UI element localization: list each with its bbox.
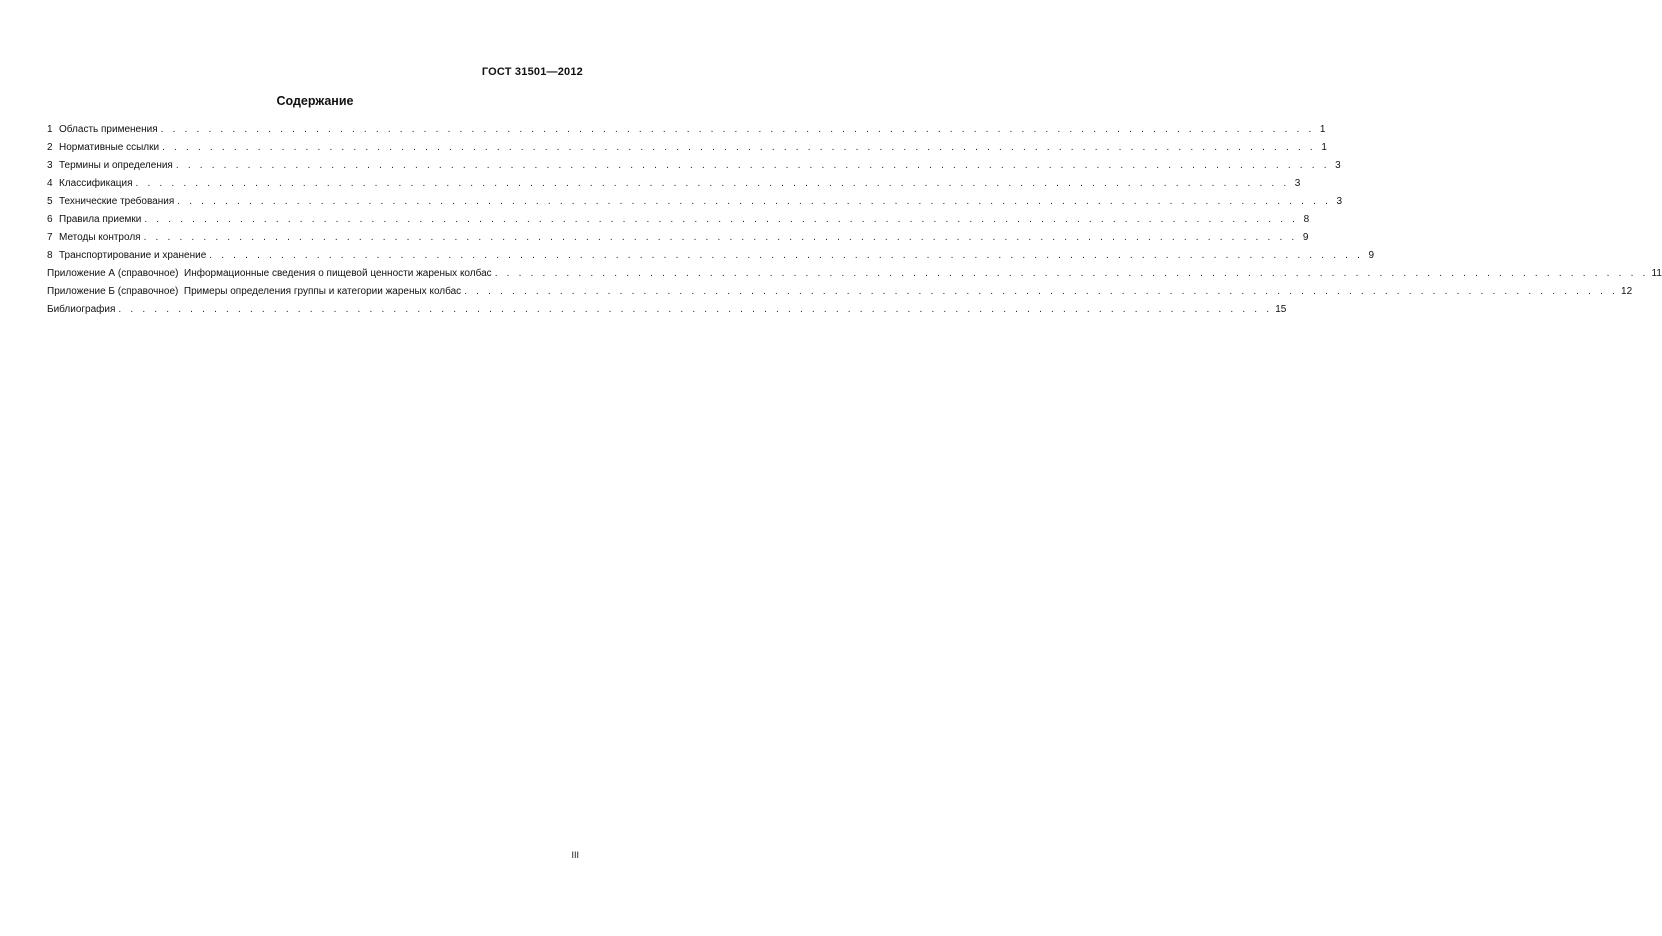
toc-entry-label: Нормативные ссылки [59, 142, 160, 153]
toc-entry-page: 1 [1319, 124, 1326, 135]
toc-leader-dots: . . . . . . . . . . . . . . . . . . . . . . . . . . . . . . . . . . . . . . . . . . . . . . . . . . . . . . . . . . . . . . . . . . . . . . . . . . . . . . . . . . . . . . . . . . . . . . . . . [144, 214, 1299, 225]
standard-code: ГОСТ 31501—2012 [481, 66, 583, 78]
toc-entry-scope[interactable] [47, 121, 1326, 139]
toc-entry-classification[interactable] [47, 175, 1301, 193]
toc-entry-page: 9 [1302, 232, 1309, 243]
toc-entry-page: 3 [1335, 160, 1341, 171]
toc-entry-number: 1 [47, 124, 53, 135]
toc-leader-dots: . . . . . . . . . . . . . . . . . . . . . . . . . . . . . . . . . . . . . . . . . . . . . . . . . . . . . . . . . . . . . . . . . . . . . . . . . . . . . . . . . . . . . . . . . . . . . . . . . [162, 142, 1316, 153]
toc-leader-dots: . . . . . . . . . . . . . . . . . . . . . . . . . . . . . . . . . . . . . . . . . . . . . . . . . . . . . . . . . . . . . . . . . . . . . . . . . . . . . . . . . . . . . . . . . . . . . . . . . [464, 286, 1619, 297]
toc-leader-dots: . . . . . . . . . . . . . . . . . . . . . . . . . . . . . . . . . . . . . . . . . . . . . . . . . . . . . . . . . . . . . . . . . . . . . . . . . . . . . . . . . . . . . . . . . . . . . . . . . [135, 178, 1290, 189]
toc-leader-dots: . . . . . . . . . . . . . . . . . . . . . . . . . . . . . . . . . . . . . . . . . . . . . . . . . . . . . . . . . . . . . . . . . . . . . . . . . . . . . . . . . . . . . . . . . . . . . . . . . [494, 268, 1649, 279]
toc-entry-label: Библиография [47, 304, 116, 315]
toc-leader-dots: . . . . . . . . . . . . . . . . . . . . . . . . . . . . . . . . . . . . . . . . . . . . . . . . . . . . . . . . . . . . . . . . . . . . . . . . . . . . . . . . . . . . . . . . . . . . . . . . . [143, 232, 1298, 243]
toc-entry-number: 2 [47, 142, 53, 153]
toc-entry-page: 15 [1275, 304, 1287, 315]
toc-entry-label: Приложение Б (справочное) Примеры определения группы и категории жареных колбас [47, 286, 462, 297]
toc-entry-page: 8 [1303, 214, 1310, 225]
toc-entry-appendix-b[interactable] [47, 283, 1633, 301]
toc-entry-technical-requirements[interactable] [47, 193, 1343, 211]
toc-entry-label: Приложение А (справочное) Информационные сведения о пищевой ценности жареных колбас [47, 268, 492, 279]
toc-entry-page: 3 [1336, 196, 1343, 207]
table-of-contents [47, 121, 1662, 319]
toc-leader-dots: . . . . . . . . . . . . . . . . . . . . . . . . . . . . . . . . . . . . . . . . . . . . . . . . . . . . . . . . . . . . . . . . . . . . . . . . . . . . . . . . . . . . . . . . . . . . . . . . . [175, 160, 1330, 171]
toc-entry-label: Правила приемки [59, 214, 142, 225]
toc-entry-label: Методы контроля [59, 232, 141, 243]
toc-entry-label: Область применения [59, 124, 158, 135]
toc-entry-number: 3 [47, 160, 53, 171]
toc-entry-page: 1 [1321, 142, 1327, 153]
toc-leader-dots: . . . . . . . . . . . . . . . . . . . . . . . . . . . . . . . . . . . . . . . . . . . . . . . . . . . . . . . . . . . . . . . . . . . . . . . . . . . . . . . . . . . . . . . . . . . . . . . . . [118, 304, 1273, 315]
toc-entry-page: 3 [1294, 178, 1301, 189]
toc-entry-normative-references[interactable] [47, 139, 1327, 157]
toc-entry-acceptance-rules[interactable] [47, 211, 1310, 229]
toc-entry-test-methods[interactable] [47, 229, 1309, 247]
toc-entry-number: 8 [47, 250, 53, 261]
toc-entry-label: Технические требования [59, 196, 175, 207]
toc-entry-bibliography[interactable] [47, 301, 1287, 319]
toc-entry-appendix-a[interactable] [47, 265, 1662, 283]
toc-entry-label: Транспортирование и хранение [59, 250, 207, 261]
toc-entry-page: 9 [1368, 250, 1375, 261]
toc-entry-number: 4 [47, 178, 53, 189]
toc-entry-terms[interactable] [47, 157, 1341, 175]
page-number: III [571, 850, 579, 860]
toc-leader-dots: . . . . . . . . . . . . . . . . . . . . . . . . . . . . . . . . . . . . . . . . . . . . . . . . . . . . . . . . . . . . . . . . . . . . . . . . . . . . . . . . . . . . . . . . . . . . . . . . . [209, 250, 1364, 261]
toc-entry-number: 5 [47, 196, 53, 207]
toc-entry-label: Термины и определения [59, 160, 173, 171]
toc-entry-transportation-storage[interactable] [47, 247, 1375, 265]
toc-leader-dots: . . . . . . . . . . . . . . . . . . . . . . . . . . . . . . . . . . . . . . . . . . . . . . . . . . . . . . . . . . . . . . . . . . . . . . . . . . . . . . . . . . . . . . . . . . . . . . . . . [177, 196, 1332, 207]
toc-entry-number: 7 [47, 232, 53, 243]
toc-entry-page: 11 [1651, 268, 1662, 279]
toc-entry-label: Классификация [59, 178, 133, 189]
toc-leader-dots: . . . . . . . . . . . . . . . . . . . . . . . . . . . . . . . . . . . . . . . . . . . . . . . . . . . . . . . . . . . . . . . . . . . . . . . . . . . . . . . . . . . . . . . . . . . . . . . . . [160, 124, 1315, 135]
toc-entry-number: 6 [47, 214, 53, 225]
page-title: Содержание [276, 94, 354, 108]
toc-entry-page: 12 [1621, 286, 1633, 297]
